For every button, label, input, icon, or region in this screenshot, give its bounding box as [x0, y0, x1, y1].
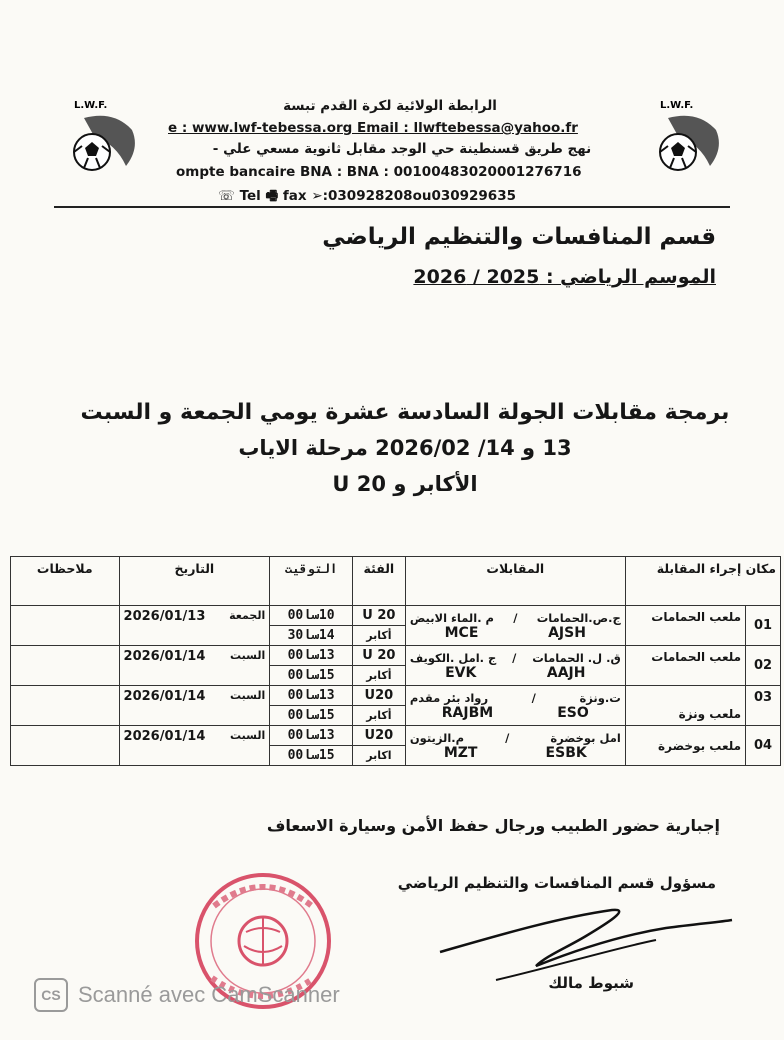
header-divider — [54, 206, 730, 208]
logo-text: L.W.F. — [74, 100, 108, 111]
match-date-value: 2026/01/14 — [123, 729, 206, 744]
header-time: التوقيت — [270, 557, 353, 606]
match-date-value: 2026/01/14 — [123, 649, 206, 664]
match-teams — [405, 606, 625, 646]
team-code-right: AAJH — [546, 664, 586, 681]
category-u20: U 20 — [352, 646, 405, 666]
home-team: امل بوخضرة — [550, 730, 621, 745]
league-name: الرابطة الولائية لكرة القدم تبسة — [283, 98, 497, 114]
schedule-table — [10, 556, 781, 766]
category-senior: أكابر — [352, 666, 405, 686]
match-date — [119, 606, 270, 646]
away-team: م .الماء الابيض — [409, 610, 494, 625]
obligation-notice: إجبارية حضور الطبيب ورجال حفظ الأمن وسيارة الاسعاف — [266, 816, 720, 835]
time-u20: 10سا00 — [270, 606, 353, 626]
team-separator: / — [513, 610, 518, 625]
match-notes — [11, 726, 120, 766]
category-u20: U20 — [352, 726, 405, 746]
match-date — [119, 726, 270, 766]
header-venue: مكان إجراء المقابلة — [625, 557, 780, 606]
match-venue: ملعب الحمامات — [625, 646, 745, 686]
table-header-row — [11, 557, 781, 606]
away-team: م.الزيتون — [409, 730, 465, 745]
category-senior: أكابر — [352, 626, 405, 646]
table-row — [11, 686, 781, 706]
table-row — [11, 646, 781, 666]
category-u20: U20 — [352, 686, 405, 706]
time-senior: 14سا30 — [270, 626, 353, 646]
team-separator: / — [512, 650, 517, 665]
team-code-left: MCE — [444, 624, 479, 641]
header-category: الفئة — [352, 557, 405, 606]
camscanner-watermark: Scanné avec CamScanner — [78, 982, 340, 1007]
match-notes — [11, 686, 120, 726]
match-day: السبت — [230, 729, 266, 742]
team-code-left: RAJBM — [441, 704, 494, 721]
team-code-left: MZT — [443, 744, 478, 761]
match-number: 04 — [746, 726, 781, 766]
time-u20: 13سا00 — [270, 646, 353, 666]
responsible-title: مسؤول قسم المنافسات والتنظيم الرياضي — [397, 874, 716, 892]
team-code-left: EVK — [445, 664, 477, 681]
match-venue: ملعب بوخضرة — [625, 726, 745, 766]
team-separator: / — [531, 690, 536, 705]
program-categories: الأكابر و 20 U — [332, 472, 478, 496]
season: الموسم الرياضي : 2025 / 2026 — [413, 266, 716, 288]
away-team: ج .امل .الكويف — [409, 650, 497, 665]
match-venue: ملعب الحمامات — [625, 606, 745, 646]
logo-text: L.W.F. — [660, 100, 694, 111]
time-u20: 13سا00 — [270, 726, 353, 746]
signer-name: شبوط مالك — [548, 974, 634, 992]
camscanner-logo-icon: CS — [34, 978, 68, 1012]
table-row — [11, 726, 781, 746]
time-u20: 13سا00 — [270, 686, 353, 706]
header-notes: ملاحظات — [11, 557, 120, 606]
time-senior: 15سا00 — [270, 666, 353, 686]
match-day: الجمعة — [229, 609, 266, 622]
team-separator: / — [505, 730, 510, 745]
home-team: ج.ص.الحمامات — [536, 610, 621, 625]
category-senior: اكابر — [352, 746, 405, 766]
match-date — [119, 686, 270, 726]
match-notes — [11, 646, 120, 686]
category-senior: أكابر — [352, 706, 405, 726]
program-title: برمجة مقابلات الجولة السادسة عشرة يومي الجمعة و السبت — [80, 400, 730, 425]
header-matches: المقابلات — [405, 557, 625, 606]
website-email: e : www.lwf-tebessa.org Email : llwftebessa@yahoo.fr — [168, 120, 578, 136]
team-code-right: ESO — [557, 704, 589, 721]
team-code-right: ESBK — [545, 744, 587, 761]
section-title: قسم المنافسات والتنظيم الرياضي — [322, 224, 716, 250]
time-senior: 15سا00 — [270, 746, 353, 766]
home-team: ق. ل. الحمامات — [532, 650, 621, 665]
team-code-right: AJSH — [548, 624, 586, 641]
match-venue: ملعب ونزة — [625, 686, 745, 726]
bank-account: ompte bancaire BNA : BNA : 00100483020001276716 — [176, 164, 582, 180]
table-row — [11, 606, 781, 626]
match-teams — [405, 646, 625, 686]
match-number: 01 — [746, 606, 781, 646]
header-date: التاريخ — [119, 557, 270, 606]
match-date-value: 2026/01/13 — [123, 609, 206, 624]
category-u20: U 20 — [352, 606, 405, 626]
phone-fax: ☏ Tel 🖷 fax ➢:030928208ou030929635 — [218, 188, 516, 204]
match-teams — [405, 726, 625, 766]
match-day: السبت — [230, 649, 266, 662]
match-number: 03 — [746, 686, 781, 726]
home-team: ت.ونزة — [579, 690, 621, 705]
match-day: السبت — [230, 689, 266, 702]
match-notes — [11, 606, 120, 646]
league-logo-left — [66, 96, 158, 176]
match-date — [119, 646, 270, 686]
program-dates: 13 و 14/ 2026/02 مرحلة الاياب — [238, 436, 572, 460]
address: نهج طريق قسنطينة حي الوجد مقابل ثانوية مسعي علي - — [212, 141, 592, 157]
time-senior: 15سا00 — [270, 706, 353, 726]
match-number: 02 — [746, 646, 781, 686]
match-date-value: 2026/01/14 — [123, 689, 206, 704]
match-teams — [405, 686, 625, 726]
league-logo-right — [650, 96, 742, 176]
away-team: رواد بئر مقدم — [409, 690, 489, 705]
